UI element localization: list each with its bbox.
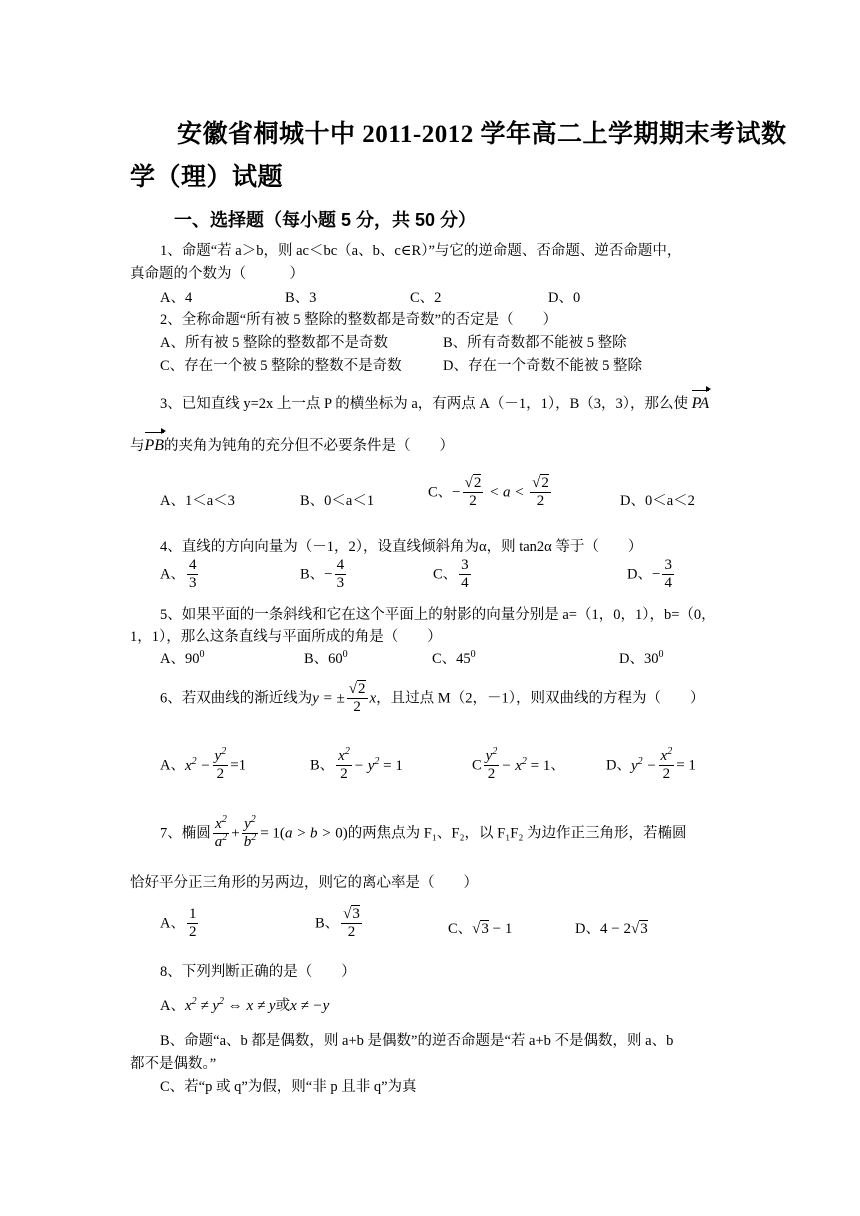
q4-option-c-label: C、 [433,566,458,583]
fraction-x2-over-a2: $\frac{x^2}{a^2}$ [214,814,228,850]
q7-option-d: D、4 − 2√3 [575,921,648,937]
vector-pb: PB [145,435,165,457]
q3-option-c-label: C、 [428,484,453,501]
q4-option-b: B、− $\frac{4}{3}$ [300,557,345,591]
q2-option-c: C、存在一个被 5 整除的整数不是奇数 [160,358,402,374]
q1-option-b: B、3 [285,290,317,306]
q5-option-c [432,648,476,670]
q3-text-tail: 的夹角为钝角的充分但不必要条件是（ ） [164,438,455,454]
q5-option-d [619,648,663,670]
q6-stem-b: ，且过点 M（2，－1），则双曲线的方程为（ ） [376,690,705,707]
fraction-sqrt2-over-2: $\frac{√2}{2}$ [348,681,366,715]
fraction-4-3: $\frac{4}{3}$ [336,557,345,591]
q3-stem-line1 [160,393,709,415]
q1-option-c: C、2 [410,290,442,306]
q2-stem: 2、全称命题“所有被 5 整除的整数都是奇数”的否定是（ ） [160,312,558,328]
q8-option-c: C、若“p 或 q”为假，则“非 p 且非 q”为真 [160,1079,417,1095]
q3-option-a: A、1＜a＜3 [160,493,235,509]
fraction-3-4: $\frac{3}{4}$ [461,557,469,591]
q3-option-c: C、− $\frac{√2}{2}$ < a < $\frac{√2}{2}$ [428,475,549,509]
q5-stem-line2: 1，1），那么这条直线与平面所成的角是（ ） [130,629,442,645]
q7-option-d-label: D、 [575,921,600,937]
q7-option-c-label: C、 [448,921,473,937]
q8-or-text: 或 [275,998,291,1014]
q8-option-a-label: A、 [160,998,185,1014]
fraction-y2-over-2: $\frac{y^2}{2}$ [214,746,227,782]
fraction-4-3: $\frac{4}{3}$ [188,557,197,591]
degree-mark: 0 [199,649,205,661]
q6-option-c: C $\frac{y^2}{2}$ − $x^2 = 1$、 [472,746,565,782]
q8-option-a: A、$x^2 \ne y^2$ ⇔ x ≠ y或x ≠ −y [160,996,330,1014]
q6-stem: 6、若双曲线的渐近线为y = ± $\frac{√2}{2}$ x，且过点 M（2，－1），则双曲线的方程为（ ） [160,681,705,715]
q4-option-d: D、− $\frac{3}{4}$ [627,557,672,591]
fraction-y2-over-2: $\frac{y^2}{2}$ [485,746,498,782]
q7-option-b [315,906,364,941]
fraction-sqrt2-over-2: $\frac{√2}{2}$ [532,475,549,509]
degree-mark: 0 [342,649,348,661]
q5-option-a [160,648,204,670]
q7-option-a [160,906,200,941]
q3-stem-text: 3、已知直线 y=2x 上一点 P 的横坐标为 a，有两点 A（－1，1），B（3，3），那么使 [160,396,689,412]
q5-option-b [304,648,348,670]
q5-option-a-text: A、90 [160,651,200,667]
q3-option-b: B、0＜a＜1 [300,493,375,509]
q2-option-b: B、所有奇数都不能被 5 整除 [443,335,627,351]
q1-stem-line1: 1、命题“若 a＞b，则 ac＜bc（a、b、c∈R）”与它的逆命题、否命题、逆否命题中， [160,243,682,259]
fraction-sqrt2-over-2: $\frac{√2}{2}$ [464,475,482,509]
q3-stem-line2 [130,435,454,457]
fraction-1-2: $\frac{1}{2}$ [188,906,197,940]
q7-option-c: C、√3 − 1 [448,921,513,937]
fraction-y2-over-b2: $\frac{y^2}{b^2}$ [243,814,257,850]
q7-stem-b: 的两焦点为 F₁、F₂，以 F₁F₂ 为边作正三角形，若椭圆 [347,825,687,842]
q7-stem-a: 7、椭圆 [160,825,211,842]
fraction-3-4: $\frac{3}{4}$ [664,557,672,591]
q6-option-d: D、$y^2$ − $\frac{x^2}{2}$ = 1 [606,746,696,782]
q6-option-a-label: A、 [160,757,185,774]
q6-option-a: A、$x^2$ − $\frac{y^2}{2}$ =1 [160,746,247,782]
q4-option-c [433,557,473,592]
q4-option-b-label: B、 [300,566,325,583]
q1-option-d: D、0 [548,290,581,306]
q2-option-a: A、所有被 5 整除的整数都不是奇数 [160,335,388,351]
q7-option-b-label: B、 [315,915,340,932]
q7-option-a-label: A、 [160,915,185,932]
q8-option-b-line2: 都不是偶数。” [130,1056,217,1072]
q6-option-b-label: B、 [310,757,335,774]
q6-option-d-label: D、 [606,757,631,774]
page-title-line1: 安徽省桐城十中 2011-2012 学年高二上学期期末考试数 [177,121,787,148]
q6-stem-a: 6、若双曲线的渐近线为 [160,690,313,707]
q6-option-c-label: C [472,757,482,774]
q6-option-b: B、 $\frac{x^2}{2}$ − $y^2 = 1$ [310,746,403,782]
q5-option-c-text: C、45 [432,651,471,667]
q8-stem: 8、下列判断正确的是（ ） [160,964,356,980]
q8-option-b-line1: B、命题“a、b 都是偶数，则 a+b 是偶数”的逆否命题是“若 a+b 不是偶数，则 a、b [160,1033,674,1049]
q5-stem-line1: 5、如果平面的一条斜线和它在这个平面上的射影的向量分别是 a=（1，0，1），b=（0， [160,607,716,623]
q4-option-a-label: A、 [160,566,185,583]
q1-option-a: A、4 [160,290,193,306]
page-title-line2: 学（理）试题 [130,164,284,191]
q1-stem-line2: 真命题的个数为（ ） [130,266,304,282]
q7-stem-line2: 恰好平分正三角形的另两边，则它的离心率是（ ） [130,875,478,891]
section-heading: 一、选择题（每小题 5 分，共 50 分） [174,210,477,230]
degree-mark: 0 [470,649,476,661]
degree-mark: 0 [658,649,664,661]
fraction-sqrt3-over-2: $\frac{√3}{2}$ [343,906,360,940]
q2-option-d: D、存在一个奇数不能被 5 整除 [443,358,642,374]
q6-option-c-tail: 、 [550,757,565,774]
fraction-x2-over-2: $\frac{x^2}{2}$ [338,746,350,782]
q4-option-d-label: D、 [627,566,652,583]
q5-option-b-text: B、60 [304,651,343,667]
q4-option-a [160,557,200,592]
fraction-x2-over-2: $\frac{x^2}{2}$ [660,746,673,782]
q7-stem-line1: 7、椭圆 $\frac{x^2}{a^2}$ + $\frac{y^2}{b^2}$ = 1(a > b > 0)的两焦点为 F₁、F₂，以 F₁F₂ 为边作正三角形，若椭圆 [160,814,687,850]
q5-option-d-text: D、30 [619,651,659,667]
q4-stem: 4、直线的方向向量为（－1，2），设直线倾斜角为α，则 tan2α 等于（ ） [160,539,643,555]
vector-pa: PA [692,393,709,415]
q3-option-d: D、0＜a＜2 [620,493,695,509]
q3-text-with: 与 [130,438,145,454]
